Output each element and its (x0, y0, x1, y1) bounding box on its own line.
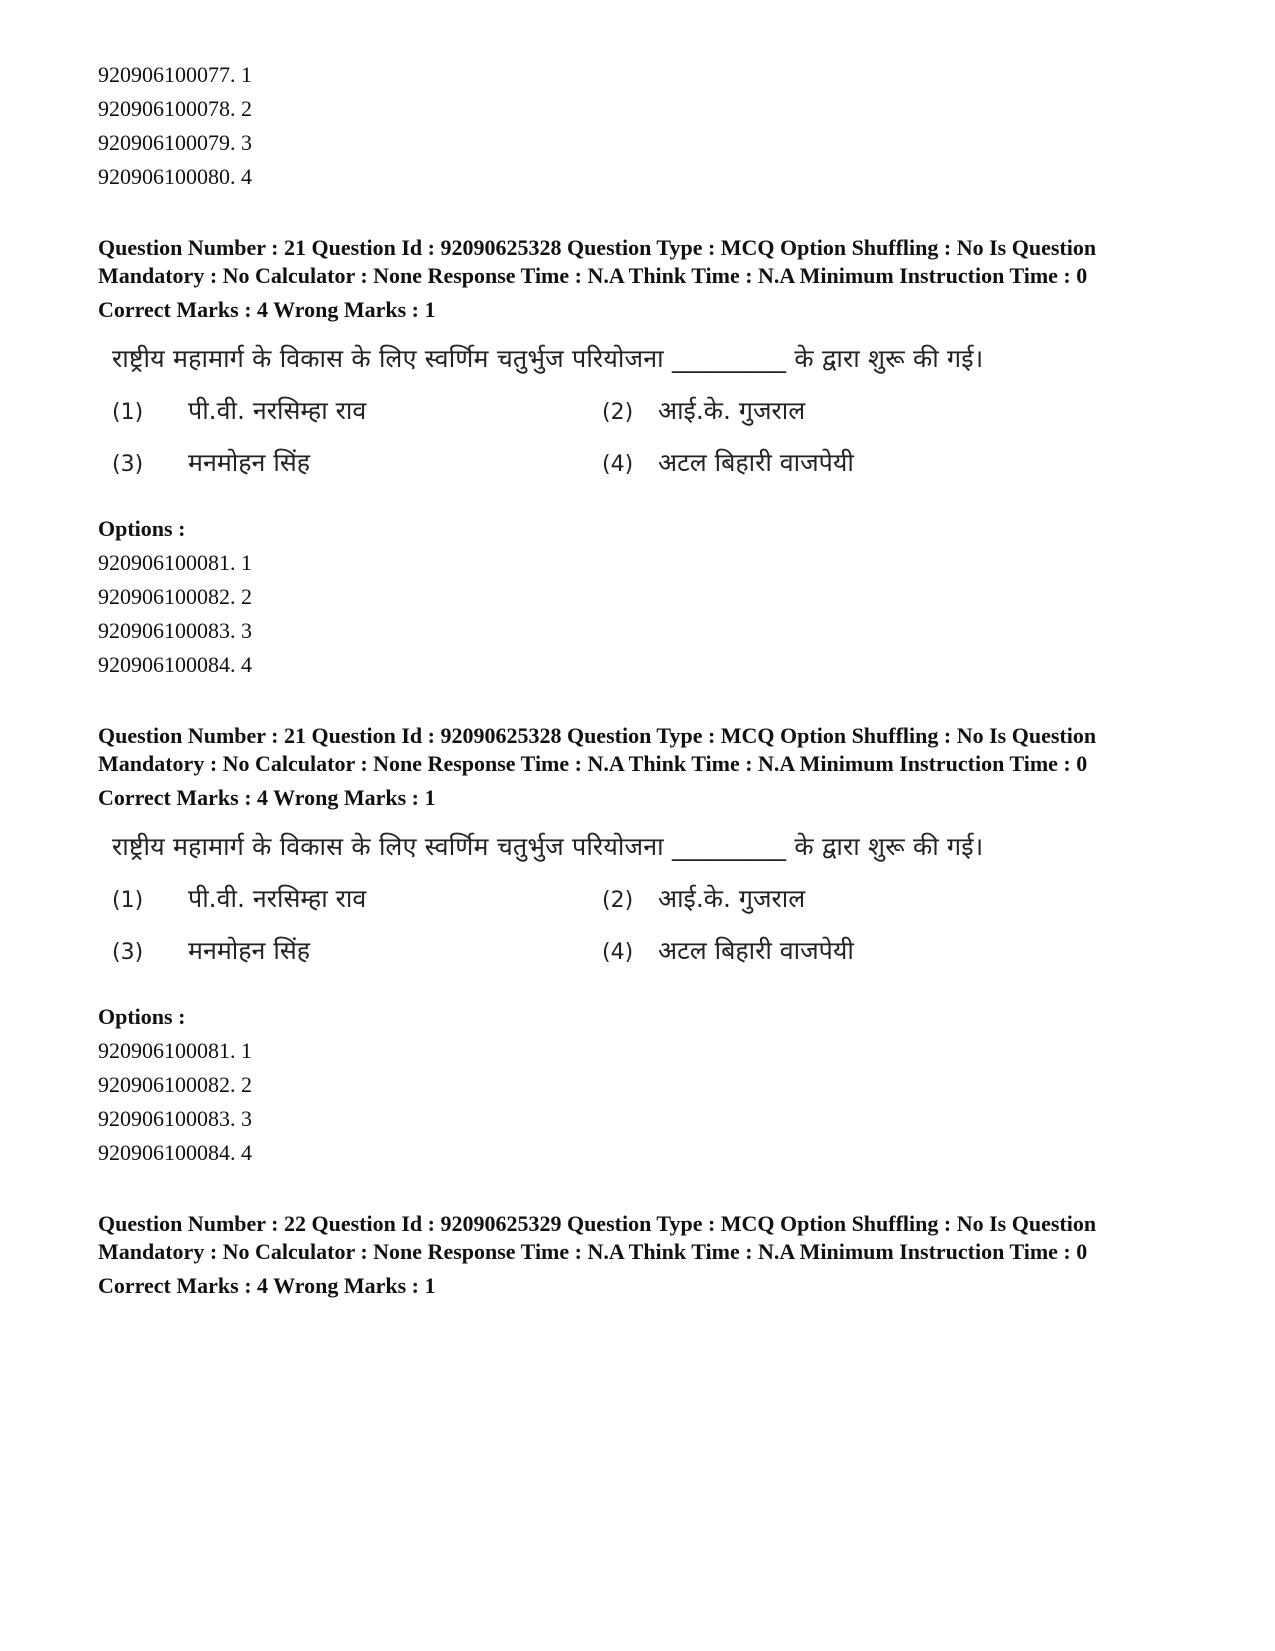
choice-2 (602, 394, 1032, 430)
option-line: 920906100080. 4 (98, 164, 252, 189)
choice-number: (4) (602, 452, 634, 477)
choice-label: पी.वी. नरसिम्हा राव (188, 884, 367, 913)
choice-number: (2) (602, 400, 634, 425)
choice-number: (1) (112, 400, 144, 425)
option-line: 920906100078. 2 (98, 96, 252, 121)
choice-label: मनमोहन सिंह (188, 936, 310, 965)
option-line: 920906100083. 3 (98, 618, 252, 643)
question-meta: Question Number : 22 Question Id : 92090625329 Question Type : MCQ Option Shuffling : No Is Question Mandatory : No Calculator : None Response Time : N.A Think Time : N.A Minimum Instruction Time : 0 (98, 1211, 1097, 1264)
choice-number: (3) (112, 452, 144, 477)
choice-label: मनमोहन सिंह (188, 448, 310, 477)
choice-2 (602, 882, 1032, 918)
option-line: 920906100084. 4 (98, 652, 252, 677)
option-line: 920906100082. 2 (98, 1072, 252, 1097)
question-marks: Correct Marks : 4 Wrong Marks : 1 (98, 1273, 436, 1298)
option-line: 920906100079. 3 (98, 130, 252, 155)
question-block-3 (98, 1210, 1178, 1300)
document-page (98, 58, 1178, 1300)
question-text: राष्ट्रीय महामार्ग के विकास के लिए स्वर्णिम चतुर्भुज परियोजना _________ के द्वारा शुरू की गई। (112, 344, 984, 373)
question-block-2 (98, 722, 1178, 1170)
choice-label: अटल बिहारी वाजपेयी (658, 448, 854, 477)
choice-number: (2) (602, 888, 634, 913)
option-line: 920906100083. 3 (98, 1106, 252, 1131)
question-text: राष्ट्रीय महामार्ग के विकास के लिए स्वर्णिम चतुर्भुज परियोजना _________ के द्वारा शुरू की गई। (112, 832, 984, 861)
choice-label: पी.वी. नरसिम्हा राव (188, 396, 367, 425)
option-line: 920906100081. 1 (98, 1038, 252, 1063)
choice-number: (3) (112, 940, 144, 965)
choice-grid (112, 394, 1032, 482)
choice-grid (112, 882, 1032, 970)
option-line: 920906100077. 1 (98, 62, 252, 87)
question-marks: Correct Marks : 4 Wrong Marks : 1 (98, 785, 436, 810)
previous-options-list (98, 58, 1178, 194)
choice-3 (112, 934, 602, 970)
option-line: 920906100082. 2 (98, 584, 252, 609)
question-block-1 (98, 234, 1178, 682)
question-meta: Question Number : 21 Question Id : 92090625328 Question Type : MCQ Option Shuffling : No Is Question Mandatory : No Calculator : None Response Time : N.A Think Time : N.A Minimum Instruction Time : 0 (98, 723, 1097, 776)
choice-label: आई.के. गुजराल (658, 396, 806, 425)
question-meta: Question Number : 21 Question Id : 92090625328 Question Type : MCQ Option Shuffling : No Is Question Mandatory : No Calculator : None Response Time : N.A Think Time : N.A Minimum Instruction Time : 0 (98, 235, 1097, 288)
options-label: Options : (98, 1004, 186, 1029)
option-line: 920906100084. 4 (98, 1140, 252, 1165)
choice-number: (1) (112, 888, 144, 913)
choice-3 (112, 446, 602, 482)
options-label: Options : (98, 516, 186, 541)
choice-label: आई.के. गुजराल (658, 884, 806, 913)
choice-1 (112, 882, 602, 918)
choice-number: (4) (602, 940, 634, 965)
choice-4 (602, 934, 1032, 970)
choice-1 (112, 394, 602, 430)
choice-4 (602, 446, 1032, 482)
option-line: 920906100081. 1 (98, 550, 252, 575)
question-content (112, 830, 1032, 970)
question-marks: Correct Marks : 4 Wrong Marks : 1 (98, 297, 436, 322)
question-content (112, 342, 1032, 482)
choice-label: अटल बिहारी वाजपेयी (658, 936, 854, 965)
